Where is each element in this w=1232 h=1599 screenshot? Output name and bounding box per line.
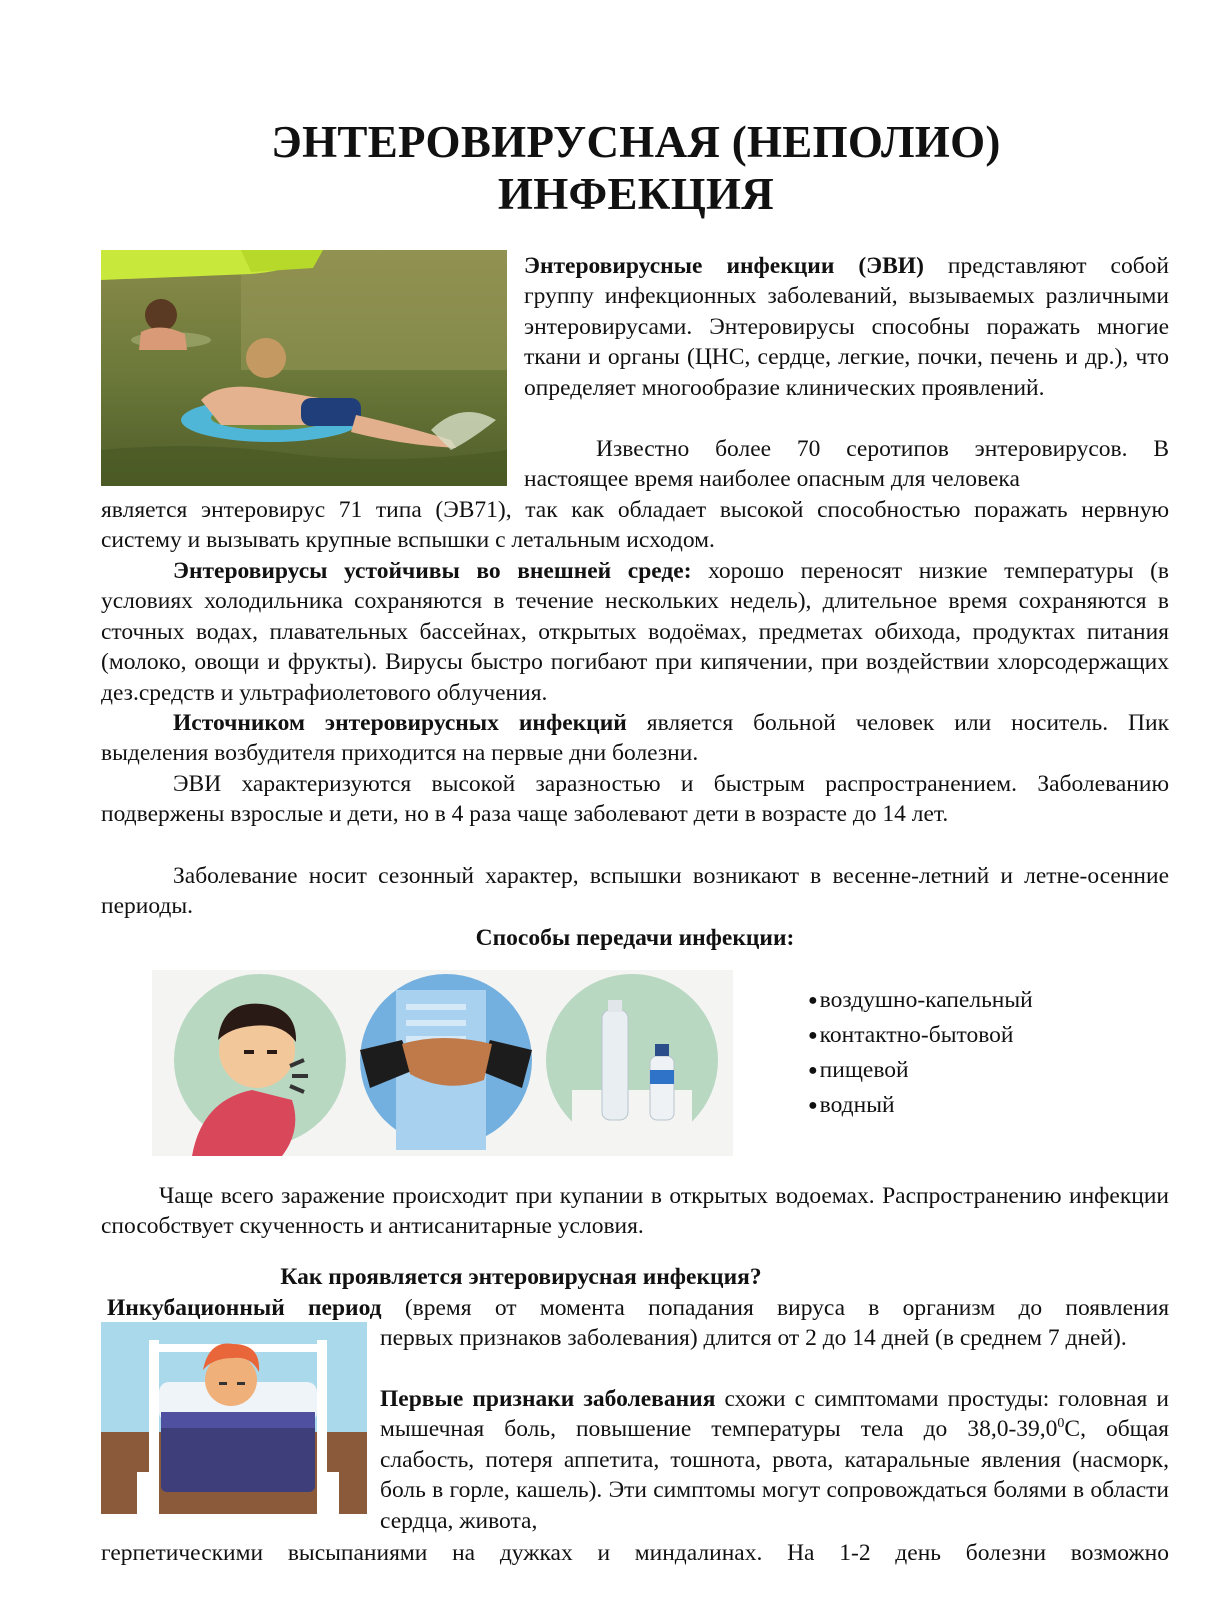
- intro-paragraph: [524, 251, 1169, 403]
- document-title: [0, 116, 1232, 220]
- transmission-modes-list: [808, 984, 1033, 1124]
- signs-term: Первые признаки заболевания: [380, 1386, 716, 1412]
- signs-last-line: герпетическими высыпаниями на дужках и миндалинах. На 1-2 день болезни возможно: [101, 1540, 1169, 1566]
- stability-term: Энтеровирусы устойчивы во внешней среде:: [173, 558, 692, 584]
- incubation-text-line-1: (время от момента попадания вируса в организм до появления: [404, 1295, 1170, 1321]
- signs-paragraph: [380, 1384, 1169, 1536]
- signs-text-b: С, общая слабость, потеря аппетита, тошнота, рвота, катаральные явления (насморк, боль в горле, кашель). Эти симптомы могут сопровождаться болями в области сердца, живота,: [380, 1416, 1169, 1534]
- intro-text: представляют собой группу инфекционных заболеваний, вызываемых различными энтеровирусами. Энтеровирусы способны поражать многие ткани и органы (ЦНС, сердце, легкие, почки, печень и др.), что определяет многообразие клинических проявлений.: [524, 253, 1169, 401]
- degree-superscript: 0: [1057, 1416, 1065, 1432]
- incubation-paragraph: [101, 1293, 1169, 1323]
- signs-text-a: схожи с симптомами простуды: головная и мышечная боль, повышение температуры тела до 38,0-39,0: [380, 1386, 1169, 1443]
- intro-term: Энтеровирусные инфекции (ЭВИ): [524, 253, 924, 279]
- transmission-mode: ● пищевой: [808, 1054, 1033, 1089]
- transmission-illustration: [152, 970, 733, 1156]
- serotypes-lead-text: Известно более 70 серотипов энтеровирусов. В настоящее время наиболее опасным для человека: [524, 436, 1169, 493]
- title-line-1: ЭНТЕРОВИРУСНАЯ (НЕПОЛИО): [271, 117, 1001, 167]
- transmission-mode: ● контактно-бытовой: [808, 1019, 1033, 1054]
- seasonal-paragraph: Заболевание носит сезонный характер, вспышки возникают в весенне-летний и летне-осенние периоды.: [101, 863, 1169, 920]
- transmission-mode: ● водный: [808, 1089, 1033, 1124]
- stability-text: хорошо переносят низкие температуры (в условиях холодильника сохраняются в течение нескольких недель), длительное время сохраняются в сточных водах, плавательных бассейнах, открытых водоёмах, предметах обихода, продуктах питания (молоко, овощи и фрукты). Вирусы быстро погибают при кипячении, при воздействии хлорсодержащих дез.средств и ультрафиолетового облучения.: [101, 558, 1169, 706]
- incubation-continuation: [380, 1323, 1169, 1353]
- incubation-term: Инкубационный период: [107, 1295, 382, 1321]
- swimming-paragraph: Чаще всего заражение происходит при купании в открытых водоемах. Распространению инфекции способствует скученность и антисанитарные условия.: [101, 1183, 1169, 1240]
- serotypes-lead: [524, 434, 1169, 495]
- manifest-heading: Как проявляется энтеровирусная инфекция?: [280, 1264, 762, 1290]
- incubation-text-visible: первых признаков заболевания) длится от 2 до 14 дней (в среднем 7 дней).: [380, 1325, 1127, 1351]
- source-text: является больной человек или носитель. Пик выделения возбудителя приходится на первые дни болезни.: [101, 710, 1169, 767]
- source-paragraph: [101, 708, 1169, 769]
- sick-child-illustration: [101, 1322, 367, 1514]
- transmission-mode: ● воздушно-капельный: [808, 984, 1033, 1019]
- children-swimming-photo: [101, 250, 507, 486]
- title-line-2: ИНФЕКЦИЯ: [497, 169, 775, 219]
- transmission-heading: Способы передачи инфекции:: [475, 925, 795, 951]
- source-term: Источником энтеровирусных инфекций: [173, 710, 627, 736]
- contagious-paragraph: ЭВИ характеризуются высокой заразностью и быстрым распространением. Заболеванию подвержены взрослые и дети, но в 4 раза чаще заболевают дети в возрасте до 14 лет.: [101, 771, 1169, 828]
- stability-paragraph: [101, 556, 1169, 708]
- serotypes-rest: является энтеровирус 71 типа (ЭВ71), так как обладает высокой способностью поражать нервную систему и вызывать крупные вспышки с летальным исходом.: [101, 497, 1169, 554]
